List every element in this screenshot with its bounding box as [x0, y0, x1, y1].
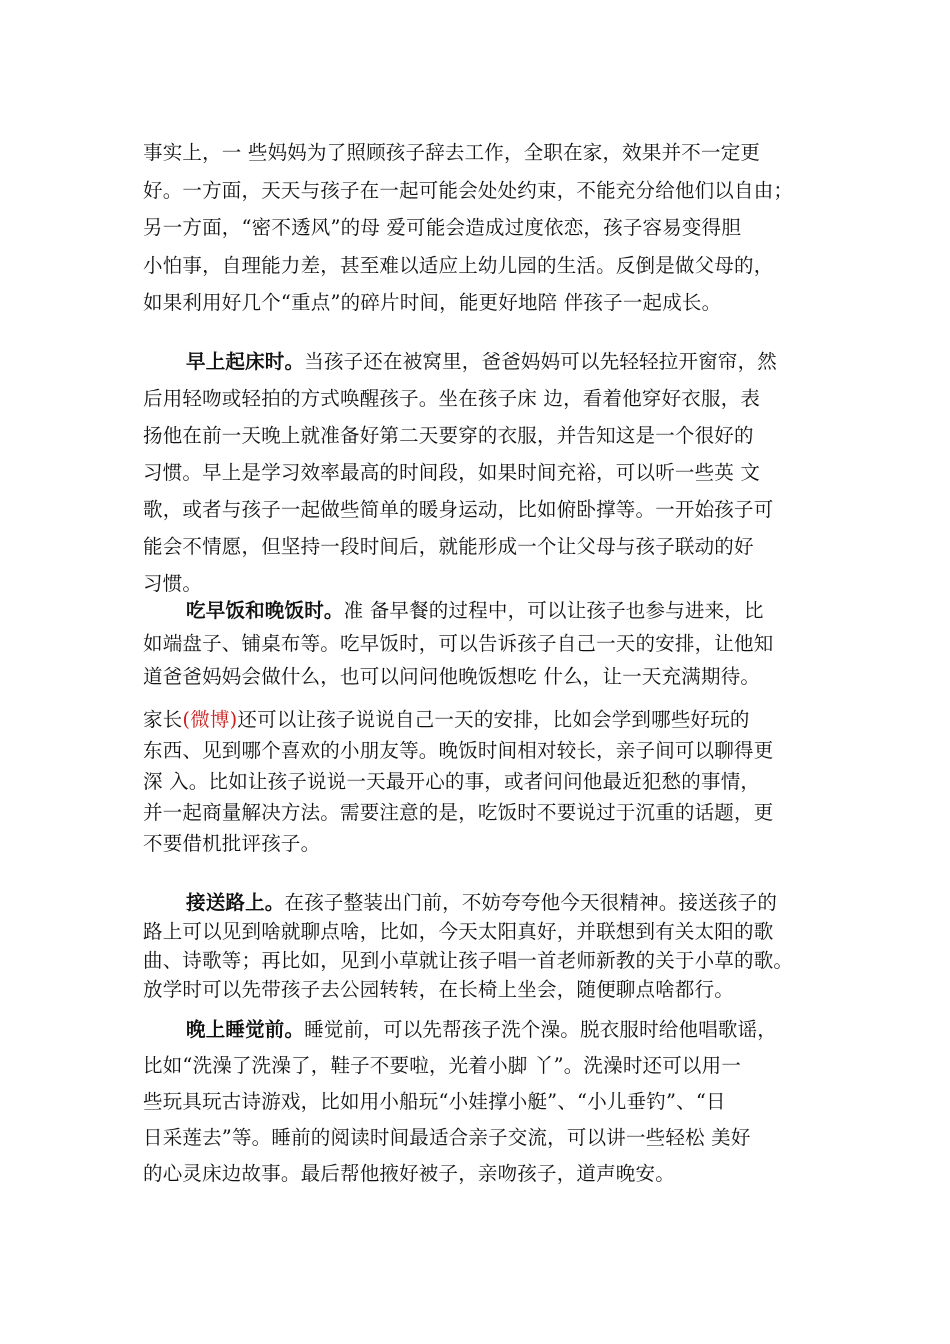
text-line: 的心灵床边故事。最后帮他掖好被子，亲吻孩子，道声晚安。: [143, 1162, 675, 1185]
text-line: 如果利用好几个“重点”的碎片时间，能更好地陪 伴孩子一起成长。: [143, 291, 722, 315]
text-line: 小怕事，自理能力差，甚至难以适应上幼儿园的生活。反倒是做父母的，: [143, 253, 774, 277]
paragraph-parents: [143, 704, 813, 859]
text-run: 当孩子还在被窝里，爸爸妈妈可以先轻轻拉开窗帘，然: [304, 350, 778, 373]
text-line: 曲、诗歌等；再比如，见到小草就让孩子唱一首老师新教的关于小草的歌。: [143, 949, 794, 972]
text-run: 还可以让孩子说说自己一天的安排，比如会学到哪些好玩的: [237, 708, 750, 731]
text-line: 好。一方面，天天与孩子在一起可能会处处约束，不能充分给他们以自由；: [143, 178, 794, 202]
text-line: 事实上，一 些妈妈为了照顾孩子辞去工作，全职在家，效果并不一定更: [143, 141, 761, 164]
text-run: 准 备早餐的过程中，可以让孩子也参与进来，比: [343, 599, 764, 622]
text-line: 能会不情愿，但坚持一段时间后，就能形成一个让父母与孩子联动的好: [143, 535, 754, 558]
text-line: 道爸爸妈妈会做什么，也可以问问他晚饭想吃 什么，让一天充满期待。: [143, 665, 761, 688]
text-line: [143, 1012, 813, 1048]
text-line: 放学时可以先带孩子去公园转转，在长椅上坐会，随便聊点啥都行。: [143, 978, 735, 1001]
text-run: 睡觉前，可以先帮孩子洗个澡。脱衣服时给他唱歌谣，: [304, 1018, 778, 1041]
text-line: 日采莲去”等。睡前的阅读时间最适合亲子交流，可以讲一些轻松 美好: [143, 1126, 751, 1149]
paragraph-intro: [143, 134, 813, 322]
text-line: 并一起商量解决方法。需要注意的是，吃饭时不要说过于沉重的话题，更: [143, 801, 774, 824]
section-heading: 接送路上。: [186, 891, 285, 914]
text-run: 家长: [143, 708, 183, 731]
weibo-link[interactable]: (微博): [182, 708, 238, 731]
section-heading: 早上起床时。: [186, 350, 305, 373]
text-line: 不要借机批评孩子。: [143, 832, 321, 855]
paragraph-meals: [143, 594, 813, 693]
text-line: 东西、见到哪个喜欢的小朋友等。晚饭时间相对较长，亲子间可以聊得更: [143, 739, 774, 762]
text-line: 后用轻吻或轻拍的方式唤醒孩子。坐在孩子床 边，看着他穿好衣服，表: [143, 387, 761, 410]
section-heading: 晚上睡觉前。: [186, 1018, 305, 1041]
text-line: 如端盘子、铺桌布等。吃早饭时，可以告诉孩子自己一天的安排，让他知: [143, 632, 774, 655]
text-line: 习惯。: [143, 572, 203, 595]
text-line: [143, 594, 813, 627]
text-line: [143, 888, 813, 917]
text-line: [143, 704, 813, 735]
text-line: 比如“洗澡了洗澡了，鞋子不要啦，光着小脚 丫”。洗澡时还可以用一: [143, 1054, 742, 1077]
text-line: 些玩具玩古诗游戏，比如用小船玩“小娃撑小艇”、“小儿垂钓”、“日: [143, 1090, 726, 1113]
section-heading: 吃早饭和晚饭时。: [186, 599, 344, 622]
paragraph-bedtime: [143, 1012, 813, 1192]
text-line: 扬他在前一天晚上就准备好第二天要穿的衣服，并告知这是一个很好的: [143, 424, 754, 447]
text-line: 习惯。早上是学习效率最高的时间段，如果时间充裕，可以听一些英 文: [143, 461, 761, 484]
text-line: 歌，或者与孩子一起做些简单的暖身运动，比如俯卧撑等。一开始孩子可: [143, 498, 774, 521]
text-line: 路上可以见到啥就聊点啥，比如，今天太阳真好，并联想到有关太阳的歌: [143, 920, 774, 943]
text-run: 在孩子整装出门前，不妨夸夸他今天很精神。接送孩子的: [284, 891, 778, 914]
text-line: 另一方面，“密不透风”的母 爱可能会造成过度依恋，孩子容易变得胆: [143, 216, 742, 240]
text-line: [143, 343, 813, 380]
paragraph-morning: [143, 343, 813, 602]
text-line: 深 入。比如让孩子说说一天最开心的事，或者问问他最近犯愁的事情，: [143, 770, 761, 793]
paragraph-commute: [143, 888, 813, 1004]
